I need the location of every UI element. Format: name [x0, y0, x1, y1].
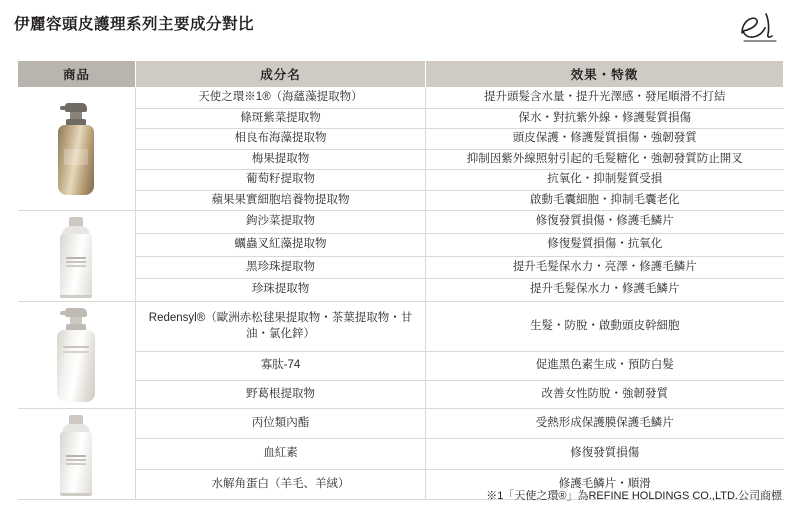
- brand-logo-icon: [736, 12, 782, 46]
- column-header-product: 商品: [18, 61, 136, 88]
- effect-text: 生髮・防脫・啟動頭皮幹細胞: [426, 302, 784, 352]
- gold-pump-bottle-icon: [56, 103, 96, 195]
- white-tube-icon: [57, 415, 95, 493]
- page-title: 伊麗容頭皮護理系列主要成分對比: [14, 16, 255, 33]
- ingredient-name: 鉤沙菜提取物: [136, 211, 426, 234]
- ingredient-name: 黑珍珠提取物: [136, 256, 426, 279]
- effect-text: 修復髮質損傷・抗氧化: [426, 233, 784, 256]
- table-row: [18, 302, 784, 352]
- effect-text: 促進黑色素生成・預防白髮: [426, 352, 784, 380]
- ingredient-name: 梅果提取物: [136, 149, 426, 170]
- table-header-row: [18, 61, 784, 88]
- ingredient-name: 葡萄籽提取物: [136, 170, 426, 191]
- effect-text: 修護毛鱗片・順滑: [426, 469, 784, 499]
- trademark-footnote: ※1「天使之環®」為REFINE HOLDINGS CO.,LTD.公司商標: [486, 490, 782, 502]
- ingredient-name: 蠣蟲叉紅藻提取物: [136, 233, 426, 256]
- ingredient-name: 珍珠提取物: [136, 279, 426, 302]
- effect-text: 改善女性防脫・強韌發質: [426, 380, 784, 409]
- effect-text: 抑制因紫外線照射引起的毛髮糖化・強韌發質防止開叉: [426, 149, 784, 170]
- product-image-cell: [18, 409, 136, 500]
- white-pump-bottle-icon: [55, 308, 97, 402]
- effect-text: 提升毛髮保水力・修護毛鱗片: [426, 279, 784, 302]
- ingredient-name: 相良布海藻提取物: [136, 129, 426, 150]
- ingredient-name: 水解角蛋白（羊毛、羊絨）: [136, 469, 426, 499]
- effect-text: 修復發質損傷・修護毛鱗片: [426, 211, 784, 234]
- product-image-cell: [18, 211, 136, 302]
- effect-text: 抗氧化・抑制髮質受損: [426, 170, 784, 191]
- white-tube-icon: [57, 217, 95, 295]
- effect-text: 頭皮保護・修護髮質損傷・強韌發質: [426, 129, 784, 150]
- ingredient-comparison-table: [17, 60, 783, 500]
- ingredient-name: 寡肽-74: [136, 352, 426, 380]
- ingredient-name: 蘋果果實細胞培養物提取物: [136, 190, 426, 211]
- ingredient-name: Redensyl®（歐洲赤松毬果提取物・茶葉提取物・甘油・氯化鋅）: [136, 302, 426, 352]
- ingredient-name: 血紅素: [136, 439, 426, 469]
- table-row: [18, 88, 784, 109]
- product-image-cell: [18, 302, 136, 409]
- ingredient-name: 丙位類內酯: [136, 409, 426, 439]
- effect-text: 提升毛髮保水力・亮澤・修護毛鱗片: [426, 256, 784, 279]
- column-header-effect: 效果・特徵: [426, 61, 784, 88]
- ingredient-name: 野葛根提取物: [136, 380, 426, 409]
- table-row: [18, 409, 784, 439]
- column-header-ingredient: 成分名: [136, 61, 426, 88]
- ingredient-name: 天使之環※1®（海蘊藻提取物）: [136, 88, 426, 109]
- effect-text: 受熱形成保護膜保護毛鱗片: [426, 409, 784, 439]
- effect-text: 啟動毛囊細胞・抑制毛囊老化: [426, 190, 784, 211]
- table-row: [18, 211, 784, 234]
- ingredient-name: 條斑紫菜提取物: [136, 108, 426, 129]
- effect-text: 修復發質損傷: [426, 439, 784, 469]
- effect-text: 提升頭髮含水量・提升光澤感・發尾順滑不打結: [426, 88, 784, 109]
- product-image-cell: [18, 88, 136, 211]
- effect-text: 保水・對抗紫外線・修護髮質損傷: [426, 108, 784, 129]
